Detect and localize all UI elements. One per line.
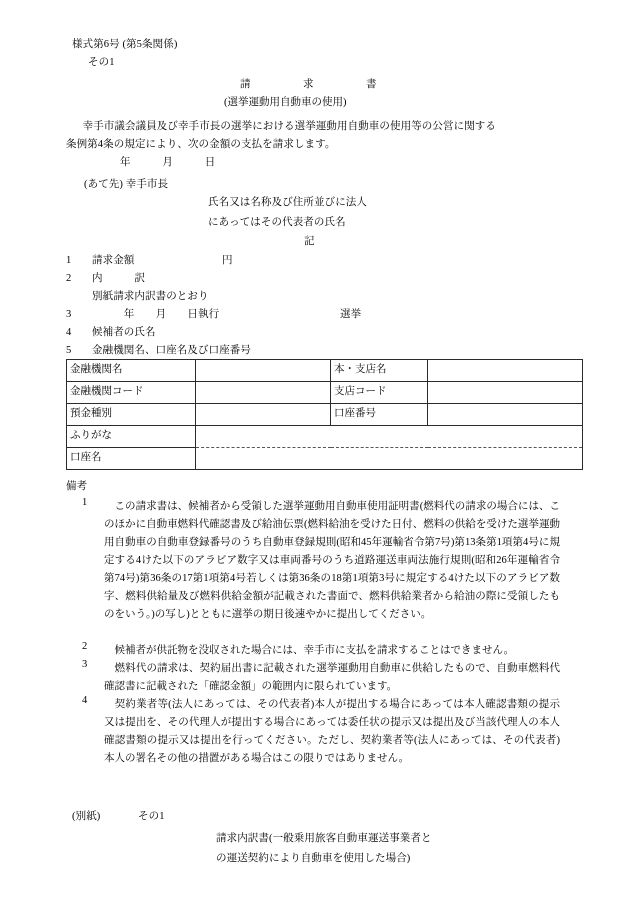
form-number: 様式第6号 (第5条関係) bbox=[72, 39, 178, 50]
cell-label-deposit-type: 預金種別 bbox=[67, 404, 196, 426]
item-1-unit: 円 bbox=[222, 255, 233, 266]
cell-value-deposit-type[interactable] bbox=[196, 404, 331, 426]
cell-value-financial-institution-name[interactable] bbox=[196, 360, 331, 382]
item-1-label: 請求金額 bbox=[92, 255, 135, 266]
remark-note-1-number: 1 bbox=[82, 497, 88, 508]
cell-value-branch-code[interactable] bbox=[428, 382, 583, 404]
cell-label-branch-code: 支店コード bbox=[331, 382, 428, 404]
item-5-number: 5 bbox=[66, 345, 72, 356]
addressee: (あて先) 幸手市長 bbox=[84, 179, 169, 190]
date-line: 年 月 日 bbox=[120, 157, 216, 168]
attachment-sub-number: その1 bbox=[138, 811, 165, 822]
form-sub-number: その1 bbox=[88, 57, 115, 68]
remark-note-3 bbox=[82, 660, 560, 696]
table-row bbox=[67, 404, 583, 426]
attachment-title-line-2: の運送契約により自動車を使用した場合) bbox=[216, 853, 411, 864]
item-1-number: 1 bbox=[66, 255, 72, 266]
intro-line-1: 幸手市議会議員及び幸手市長の選挙における選挙運動用自動車の使用等の公営に関する bbox=[72, 121, 496, 132]
item-5-label: 金融機関名、口座名及び口座番号 bbox=[92, 345, 251, 356]
remark-note-2 bbox=[82, 642, 560, 660]
remarks-heading: 備考 bbox=[66, 481, 88, 492]
item-4-number: 4 bbox=[66, 327, 72, 338]
document-title: 請 求 書 bbox=[240, 79, 377, 90]
cell-label-financial-institution-name: 金融機関名 bbox=[67, 360, 196, 382]
remark-note-4 bbox=[82, 696, 560, 768]
item-3-number: 3 bbox=[66, 309, 72, 320]
ki-marker: 記 bbox=[304, 236, 315, 247]
signer-line-1: 氏名又は名称及び住所並びに法人 bbox=[208, 197, 367, 208]
table-row bbox=[67, 360, 583, 382]
cell-value-financial-institution-code[interactable] bbox=[196, 382, 331, 404]
cell-value-branch-name[interactable] bbox=[428, 360, 583, 382]
remark-note-3-text: 燃料代の請求は、契約届出書に記載された選挙運動用自動車に供給したもので、自動車燃料代確認書に記載された「確認金額」の範囲内に限られています。 bbox=[104, 663, 560, 692]
cell-label-financial-institution-code: 金融機関コード bbox=[67, 382, 196, 404]
remark-note-4-text: 契約業者等(法人にあっては、その代表者)本人が提出する場合にあっては本人確認書類の提示又は提出を、その代理人が提出する場合にあっては委任状の提示又は提出及び当該代理人の本人確認書類の提示又は提出を行ってください。ただし、契約業者等(法人にあっては、その代表者)本人の署名その他の措置がある場合はこの限りではありません。 bbox=[104, 699, 560, 764]
document-title-sub: (選挙運動用自動車の使用) bbox=[224, 97, 347, 108]
item-3-label: 年 月 日執行 bbox=[92, 309, 220, 320]
remark-note-2-number: 2 bbox=[82, 641, 88, 652]
cell-label-branch-name: 本・支店名 bbox=[331, 360, 428, 382]
table-row bbox=[67, 426, 583, 448]
remark-note-3-number: 3 bbox=[82, 659, 88, 670]
intro-line-2: 条例第4条の規定により、次の金額の支払を請求します。 bbox=[66, 139, 336, 150]
cell-label-account-name: 口座名 bbox=[67, 448, 196, 470]
table-row bbox=[67, 382, 583, 404]
item-4-label: 候補者の氏名 bbox=[92, 327, 156, 338]
cell-value-account-number[interactable] bbox=[428, 404, 583, 426]
remark-note-2-text: 候補者が供託物を没収された場合には、幸手市に支払を請求することはできません。 bbox=[104, 645, 515, 656]
cell-value-account-name[interactable] bbox=[196, 448, 583, 470]
attachment-label: (別紙) bbox=[72, 811, 101, 822]
signer-line-2: にあってはその代表者の氏名 bbox=[208, 217, 346, 228]
remark-note-1 bbox=[82, 498, 560, 624]
remark-note-1-text: この請求書は、候補者から受領した選挙運動用自動車使用証明書(燃料代の請求の場合には、このほかに自動車燃料代確認書及び給油伝票(燃料給油を受けた日付、燃料の供給を受けた選挙運動用自動車の自動車登録番号のうち自動車登録規則(昭和45年運輸省令第7号)第13条第1項第4号に規定する4けた以下のアラビア数字又は車両番号のうち道路運送車両法施行規則(昭和26年運輸省令第74号)第36条の17第1項第4号若しくは第36条の18第1項第3号に規定する4けた以下のアラビア数字、燃料供給量及び燃料供給金額が記載された書面で、燃料供給業者から給油の際に受領したものをいう。)の写し)とともに選挙の期日後速やかに提出してください。 bbox=[104, 501, 560, 620]
account-table bbox=[66, 359, 583, 470]
remark-note-4-number: 4 bbox=[82, 695, 88, 706]
item-2-detail: 別紙請求内訳書のとおり bbox=[92, 291, 209, 302]
cell-label-account-number: 口座番号 bbox=[331, 404, 428, 426]
item-2-number: 2 bbox=[66, 273, 72, 284]
item-3-suffix: 選挙 bbox=[340, 309, 362, 320]
attachment-title-line-1: 請求内訳書(一般乗用旅客自動車運送事業者と bbox=[216, 833, 432, 844]
item-2-label: 内 訳 bbox=[92, 273, 145, 284]
cell-value-furigana[interactable] bbox=[196, 426, 583, 448]
table-row bbox=[67, 448, 583, 470]
cell-label-furigana: ふりがな bbox=[67, 426, 196, 448]
